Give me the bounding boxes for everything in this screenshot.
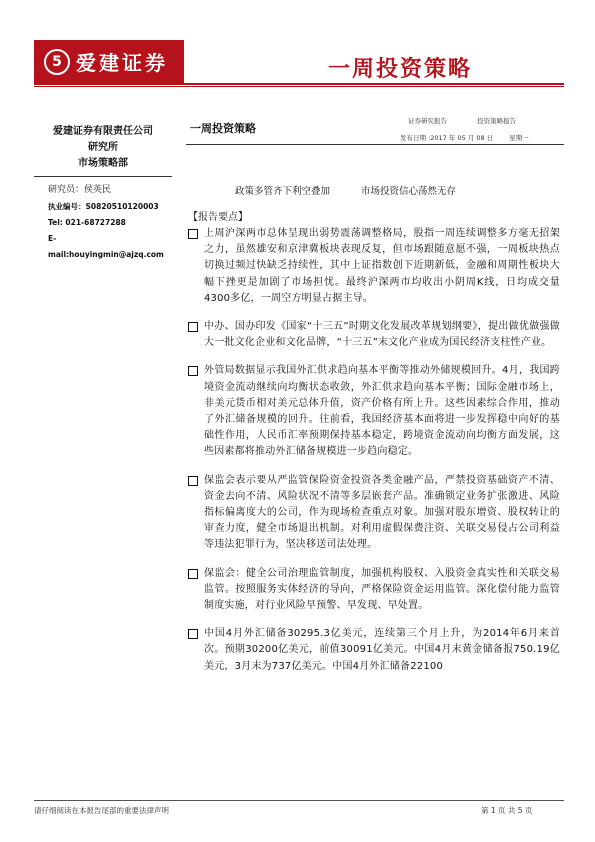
institute-name: 研究所: [88, 142, 118, 153]
analyst-email: E-mail:houyingmin@ajzq.com: [48, 234, 164, 259]
checkbox-bullet-icon: [188, 476, 198, 486]
logo-mark-icon: 5: [44, 49, 70, 75]
list-item: [188, 473, 560, 554]
legal-disclaimer: 请仔细阅读在本报告尾部的重要法律声明: [34, 806, 169, 815]
sidebar: [34, 124, 172, 263]
point-text: 中办、国办印发《国家“十三五”时期文化发展改革规划纲要》，提出做优做强做大一批文化企业和文化品牌，“十三五”末文化产业成为国民经济支柱性产业。: [204, 321, 560, 349]
key-points-list: [188, 226, 560, 687]
document-title: 一周投资策略: [327, 57, 472, 82]
checkbox-bullet-icon: [188, 229, 198, 239]
analyst-tel: Tel: 021-68727288: [48, 218, 126, 227]
section-title: 一周投资策略: [190, 122, 256, 135]
analyst-license: 执业编号：S0820510120003: [48, 202, 159, 211]
main-divider: [186, 144, 564, 145]
point-text: 保监会：健全公司治理监管制度，加强机构股权、入股资金真实性和关联交易监管。按照服务实体经济的导向，严格保险资金运用监管。深化偿付能力监管制度实施，对行业风险早预警、早发现、早处置。: [204, 567, 560, 612]
sidebar-divider: [34, 176, 172, 177]
list-item: [188, 363, 560, 460]
company-name: 爱建证券有限责任公司: [53, 126, 153, 137]
checkbox-bullet-icon: [188, 366, 198, 376]
point-text: 上周沪深两市总体呈现出弱势震荡调整格局，股指一周连续调整多方毫无招架之力，虽然雄安和京津冀板块表现反复，但市场跟随意愿不强，一周板块热点切换过频过快缺乏持续性，其中上证指数创下近期新低，金融和周期性板块大幅下挫更是加剧了市场担忧。最终沪深两市均收出小阴周K线，日均成交量4300多亿，一周空方明显占据主导。: [204, 228, 560, 304]
report-categories: [408, 116, 544, 125]
category-strategy-report: 投资策略报告: [477, 117, 517, 125]
category-securities-research: 证券研究报告: [408, 117, 447, 125]
subtitle-right: 市场投资信心荡然无存: [361, 186, 457, 197]
point-text: 保监会表示要从严监管保险资金投资各类金融产品，严禁投资基础资产不清、资金去向不清、风险状况不清等多层嵌套产品。准确锁定业务扩张激进、风险指标偏离度大的公司，作为现场检查重点对象。加强对股东增资、股权转让的审查力度，健全市场退出机制。对利用虚假保费注资、关联交易侵占公司利益等违法犯罪行为，坚决移送司法处理。: [204, 474, 560, 551]
list-item: [188, 319, 560, 351]
key-points-heading: 【报告要点】: [188, 212, 248, 223]
report-subtitle: [235, 183, 456, 197]
list-item: [188, 626, 560, 675]
subtitle-left: 政策多管齐下利空叠加: [235, 186, 331, 197]
weekday: 星期一: [509, 134, 529, 142]
header-divider: [34, 83, 564, 85]
header-divider-thin: [34, 86, 564, 87]
analyst-name: 研究员：侯英民: [48, 185, 112, 195]
logo-text: 爱建证券: [76, 51, 168, 75]
checkbox-bullet-icon: [188, 629, 198, 639]
company-logo: [34, 40, 184, 83]
department-name: 市场策略部: [78, 158, 128, 169]
list-item: [188, 226, 560, 307]
footer-divider: [34, 800, 564, 801]
list-item: [188, 566, 560, 615]
report-date-line: [400, 133, 543, 142]
point-text: 外管局数据显示我国外汇供求趋向基本平衡等推动外储规模回升。4月，我国跨境资金流动继续向均衡状态收敛，外汇供求趋向基本平衡；国际金融市场上，非美元货币相对美元总体升值，资产价格有所上升。这些因素综合作用，推动了外汇储备规模的回升。往前看，我国经济基本面将进一步发挥稳中向好的基础性作用，人民币汇率预期保持基本稳定，跨境资金流动向均衡方面发展，这些因素都将推动外汇储备规模进一步趋向稳定。: [204, 365, 560, 458]
publish-date: 发布日期 :2017 年 05 月 08 日: [400, 134, 494, 142]
checkbox-bullet-icon: [188, 569, 198, 579]
checkbox-bullet-icon: [188, 322, 198, 332]
page-number: 第 1 页 共 5 页: [481, 806, 533, 815]
point-text: 中国4月外汇储备30295.3亿美元，连续第三个月上升，为2014年6月来首次。预期30200亿美元，前值30091亿美元。中国4月末黄金储备报750.19亿美元，3月末为737亿美元。中国4月外汇储备22100: [204, 628, 560, 672]
